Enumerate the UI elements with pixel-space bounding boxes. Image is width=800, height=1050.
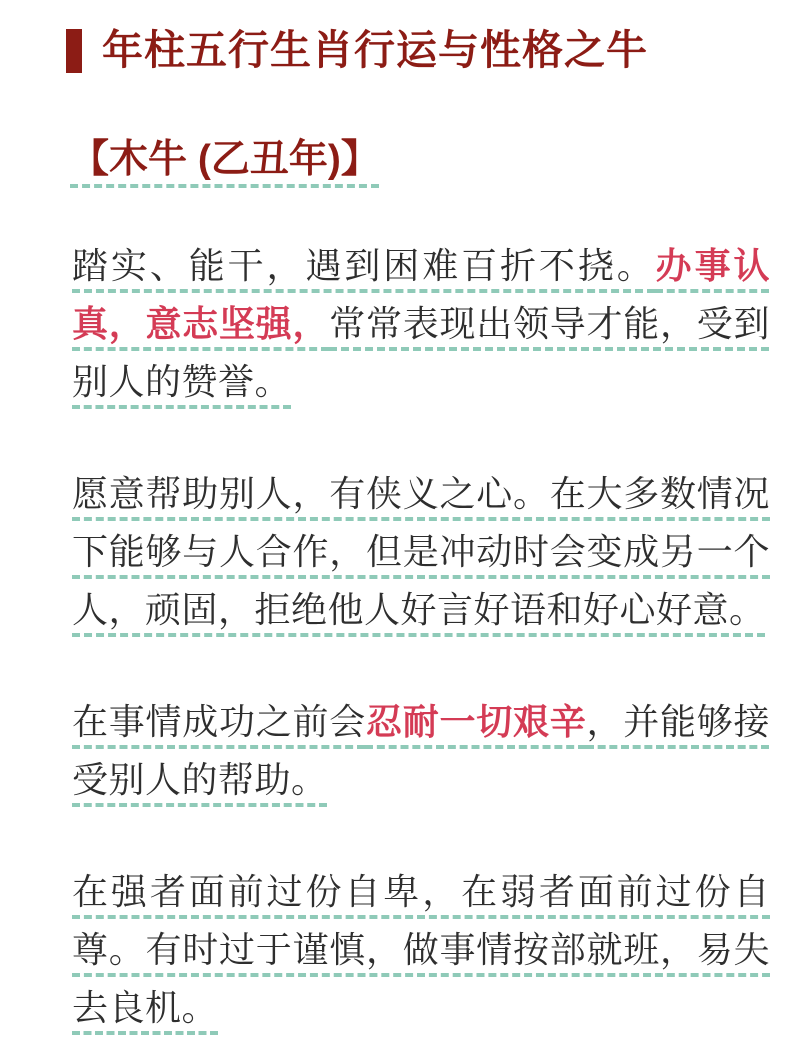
article-body [72, 237, 770, 1037]
paragraph [72, 465, 770, 639]
text-run: 踏实、能干，遇到困难百折不挠。 [72, 245, 656, 287]
page-title: 年柱五行生肖行运与性格之牛 [102, 27, 648, 73]
section-subtitle: 【木牛 (乙丑年)】 [70, 138, 380, 182]
accent-text-run: 办事认真，意志坚强， [72, 245, 770, 345]
title-accent-bar [66, 29, 82, 73]
text-run: 常常表现出领导才能，受到别人的赞誉。 [72, 303, 770, 403]
text-run: 在事情成功之前会 [72, 701, 366, 743]
text-run: 愿意帮助别人，有侠义之心。在大多数情况下能够与人合作，但是冲动时会变成另一个人，顽固，拒绝他人好言好语和好心好意。 [72, 473, 770, 631]
paragraph [72, 237, 770, 411]
article-header [66, 0, 800, 73]
accent-text-run: 忍耐一切艰辛 [365, 701, 587, 743]
text-run: ，并能够接受别人的帮助。 [72, 701, 770, 801]
paragraph [72, 693, 770, 809]
text-run: 在强者面前过份自卑，在弱者面前过份自尊。有时过于谨慎，做事情按部就班，易失去良机。 [72, 871, 770, 1029]
paragraph [72, 863, 770, 1037]
